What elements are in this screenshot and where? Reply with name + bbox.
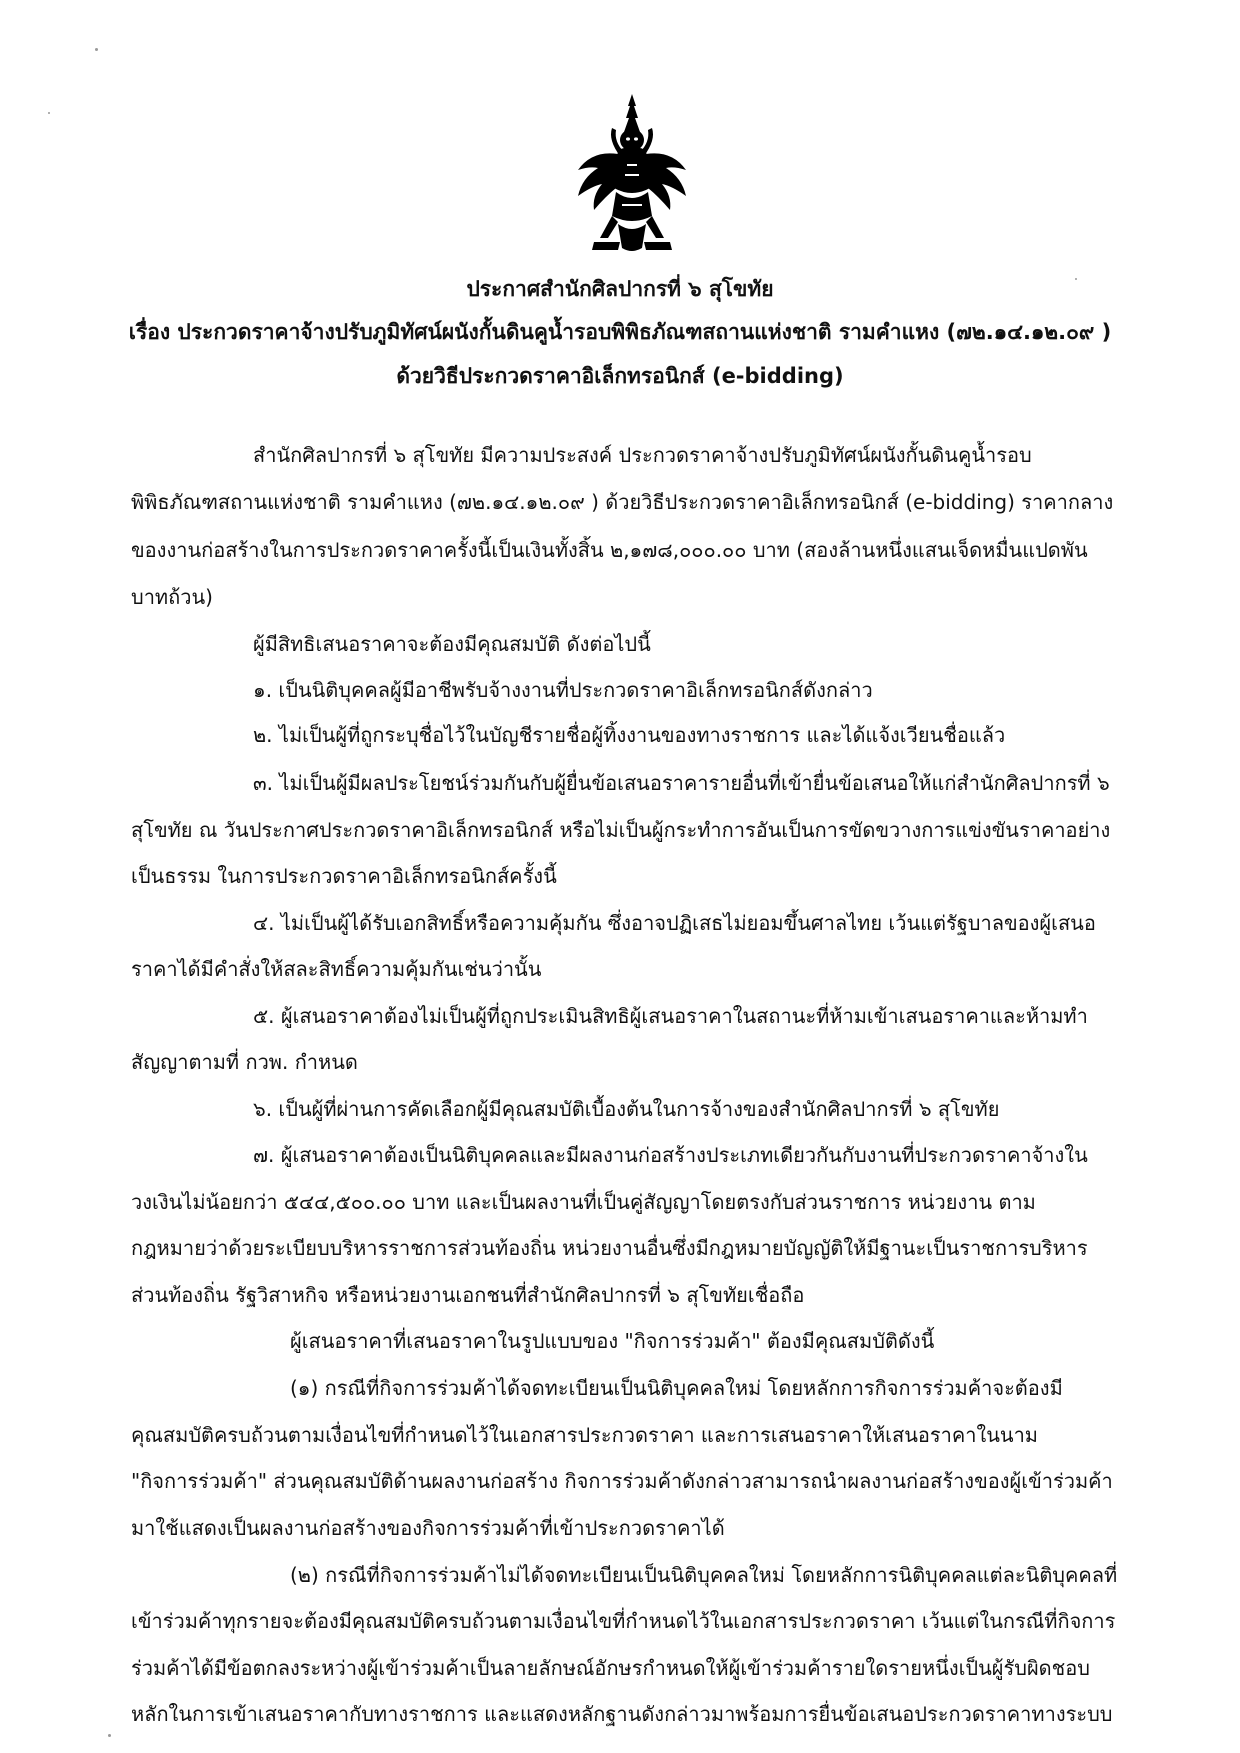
body-line: ราคาได้มีคำสั่งให้สละสิทธิ์ความคุ้มกันเช่นว่านั้น [131, 957, 542, 981]
body-line: สำนักศิลปากรที่ ๖ สุโขทัย มีความประสงค์ ประกวดราคาจ้างปรับภูมิทัศน์ผนังกั้นดินคูน้ำรอบ [253, 443, 1032, 467]
body-line: ๕. ผู้เสนอราคาต้องไม่เป็นผู้ที่ถูกประเมินสิทธิผู้เสนอราคาในสถานะที่ห้ามเข้าเสนอราคาและห้ามทำ [253, 1004, 1088, 1028]
body-line: วงเงินไม่น้อยกว่า ๕๔๔,๕๐๐.๐๐ บาท และเป็นผลงานที่เป็นคู่สัญญาโดยตรงกับส่วนราชการ หน่วยงาน ตาม [131, 1190, 1036, 1214]
body-line: บาทถ้วน) [131, 585, 213, 609]
body-line: คุณสมบัติครบถ้วนตามเงื่อนไขที่กำหนดไว้ในเอกสารประกวดราคา และการเสนอราคาให้เสนอราคาในนาม [131, 1423, 1038, 1447]
announcement-method: ด้วยวิธีประกวดราคาอิเล็กทรอนิกส์ (e-bidding) [396, 364, 844, 388]
body-line: (๑) กรณีที่กิจการร่วมค้าได้จดทะเบียนเป็นนิติบุคคลใหม่ โดยหลักการกิจการร่วมค้าจะต้องมี [290, 1376, 1063, 1400]
body-line: ส่วนท้องถิ่น รัฐวิสาหกิจ หรือหน่วยงานเอกชนที่สำนักศิลปากรที่ ๖ สุโขทัยเชื่อถือ [131, 1283, 805, 1307]
body-line: ๒. ไม่เป็นผู้ที่ถูกระบุชื่อไว้ในบัญชีรายชื่อผู้ทิ้งงานของทางราชการ และได้แจ้งเวียนชื่อแล้ว [253, 723, 1006, 747]
announcement-subject: เรื่อง ประกวดราคาจ้างปรับภูมิทัศน์ผนังกั้นดินคูน้ำรอบพิพิธภัณฑสถานแห่งชาติ รามคำแหง (๗๒.๑๔.๑๒.๐๙ ) [128, 320, 1112, 344]
body-line: ผู้เสนอราคาที่เสนอราคาในรูปแบบของ "กิจการร่วมค้า" ต้องมีคุณสมบัติดังนี้ [290, 1329, 935, 1353]
body-line: พิพิธภัณฑสถานแห่งชาติ รามคำแหง (๗๒.๑๔.๑๒.๐๙ ) ด้วยวิธีประกวดราคาอิเล็กทรอนิกส์ (e-bidding) ราคากลาง [131, 490, 1114, 514]
scan-speck [108, 1734, 111, 1737]
body-line: ๗. ผู้เสนอราคาต้องเป็นนิติบุคคลและมีผลงานก่อสร้างประเภทเดียวกันกับงานที่ประกวดราคาจ้างใน [253, 1143, 1088, 1167]
body-line: สุโขทัย ณ วันประกาศประกวดราคาอิเล็กทรอนิกส์ หรือไม่เป็นผู้กระทำการอันเป็นการขัดขวางการแข่งขันราคาอย่าง [131, 818, 1111, 842]
body-line: กฎหมายว่าด้วยระเบียบบริหารราชการส่วนท้องถิ่น หน่วยงานอื่นซึ่งมีกฎหมายบัญญัติให้มีฐานะเป็นราชการบริหาร [131, 1236, 1088, 1260]
scan-speck [48, 112, 50, 114]
body-line: สัญญาตามที่ กวพ. กำหนด [131, 1050, 358, 1074]
body-line: หลักในการเข้าเสนอราคากับทางราชการ และแสดงหลักฐานดังกล่าวมาพร้อมการยื่นข้อเสนอประกวดราคาทางระบบ [131, 1702, 1113, 1726]
scan-speck [1075, 278, 1077, 280]
scan-speck [95, 48, 98, 51]
body-line: มาใช้แสดงเป็นผลงานก่อสร้างของกิจการร่วมค้าที่เข้าประกวดราคาได้ [131, 1516, 725, 1540]
body-line: ๖. เป็นผู้ที่ผ่านการคัดเลือกผู้มีคุณสมบัติเบื้องต้นในการจ้างของสำนักศิลปากรที่ ๖ สุโขทัย [253, 1097, 1000, 1121]
body-line: ของงานก่อสร้างในการประกวดราคาครั้งนี้เป็นเงินทั้งสิ้น ๒,๑๗๘,๐๐๐.๐๐ บาท (สองล้านหนึ่งแสนเจ็ดหมื่นแปดพัน [131, 538, 1088, 562]
announcement-title: ประกาศสำนักศิลปากรที่ ๖ สุโขทัย [466, 277, 774, 301]
garuda-emblem-icon [572, 92, 692, 260]
body-line: ๑. เป็นนิติบุคคลผู้มีอาชีพรับจ้างงานที่ประกวดราคาอิเล็กทรอนิกส์ดังกล่าว [253, 678, 873, 702]
body-line: (๒) กรณีที่กิจการร่วมค้าไม่ได้จดทะเบียนเป็นนิติบุคคลใหม่ โดยหลักการนิติบุคคลแต่ละนิติบุคคลที่ [290, 1563, 1118, 1587]
body-line: ๓. ไม่เป็นผู้มีผลประโยชน์ร่วมกันกับผู้ยื่นข้อเสนอราคารายอื่นที่เข้ายื่นข้อเสนอให้แก่สำนักศิลปากรที่ ๖ [253, 771, 1110, 795]
body-line: ร่วมค้าได้มีข้อตกลงระหว่างผู้เข้าร่วมค้าเป็นลายลักษณ์อักษรกำหนดให้ผู้เข้าร่วมค้ารายใดรายหนึ่งเป็นผู้รับผิดชอบ [131, 1656, 1090, 1680]
body-line: เข้าร่วมค้าทุกรายจะต้องมีคุณสมบัติครบถ้วนตามเงื่อนไขที่กำหนดไว้ในเอกสารประกวดราคา เว้นแต่ในกรณีที่กิจการ [131, 1609, 1116, 1633]
body-line: เป็นธรรม ในการประกวดราคาอิเล็กทรอนิกส์ครั้งนี้ [131, 864, 557, 888]
body-line: "กิจการร่วมค้า" ส่วนคุณสมบัติด้านผลงานก่อสร้าง กิจการร่วมค้าดังกล่าวสามารถนำผลงานก่อสร้างของผู้เข้าร่วมค้า [131, 1469, 1113, 1493]
body-line: ผู้มีสิทธิเสนอราคาจะต้องมีคุณสมบัติ ดังต่อไปนี้ [253, 632, 651, 656]
body-line: ๔. ไม่เป็นผู้ได้รับเอกสิทธิ์หรือความคุ้มกัน ซึ่งอาจปฏิเสธไม่ยอมขึ้นศาลไทย เว้นแต่รัฐบาลของผู้เสนอ [253, 911, 1096, 935]
